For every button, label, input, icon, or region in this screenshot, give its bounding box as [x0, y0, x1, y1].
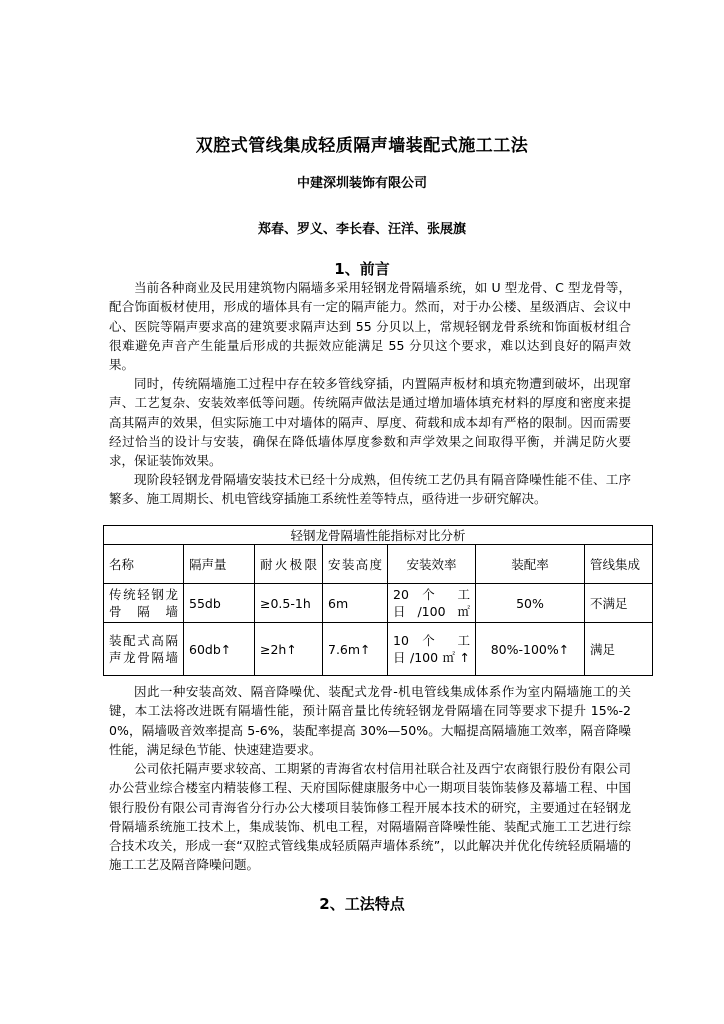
table-header-cell: 安装高度: [323, 545, 388, 584]
paragraph: 公司依托隔声要求较高、工期紧的青海省农村信用社联合社及西宁农商银行股份有限公司办公营业综合楼室内精装修工程、天府国际健康服务中心一期项目装饰装修及幕墙工程、中国银行股份有限公司青海省分行办公大楼项目装饰修工程开展本技术的研究，主要通过在轻钢龙骨隔墙系统施工技术上，集成装饰、机电工程，对隔墙隔音降噪性能、装配式施工工艺进行综合技术攻关，形成一套“双腔式管线集成轻质隔声墙体系统”，以此解决并优化传统轻质隔墙的施工工艺及隔音降噪问题。: [109, 761, 631, 873]
table-cell: ≥0.5-1h: [255, 584, 323, 623]
section-heading-preface: 1、前言: [334, 260, 390, 278]
table-cell: 55db: [184, 584, 255, 623]
table-row: [104, 623, 653, 676]
table-row: [104, 584, 653, 623]
table-header-cell: 安装效率: [388, 545, 476, 584]
author-list: 郑春、罗义、李长春、汪洋、张展旗: [257, 222, 466, 237]
table-cell: 10 个 工日/100㎡↑: [388, 623, 476, 676]
document-title: 双腔式管线集成轻质隔声墙装配式施工工法: [195, 136, 529, 156]
table-cell: 60db↑: [184, 623, 255, 676]
table-cell: 50%: [476, 584, 585, 623]
table-header-cell: 管线集成: [585, 545, 653, 584]
table-header-row: [104, 545, 653, 584]
table-cell: 20 个 工日/100㎡: [388, 584, 476, 623]
table-cell: 满足: [585, 623, 653, 676]
table-cell: ≥2h↑: [255, 623, 323, 676]
table-cell: 7.6m↑: [323, 623, 388, 676]
table-header-cell: 隔声量: [184, 545, 255, 584]
table-header-cell: 装配率: [476, 545, 585, 584]
paragraph: 因此一种安装高效、隔音降噪优、装配式龙骨-机电管线集成体系作为室内隔墙施工的关键，本工法将改进既有隔墙性能，预计隔音量比传统轻钢龙骨隔墙在同等要求下提升 15%-20%，隔墙吸音效率提高 5-6%，装配率提高 30%—50%。大幅提高隔墙施工效率，隔音降噪性能，满足绿色节能、快速建造要求。: [109, 684, 631, 757]
section-heading-features: 2、工法特点: [319, 895, 405, 913]
table-cell: 装配式高隔声龙骨隔墙: [104, 623, 184, 676]
table-cell: 传统轻钢龙骨隔墙: [104, 584, 184, 623]
paragraph: 现阶段轻钢龙骨隔墙安装技术已经十分成熟，但传统工艺仍具有隔音降噪性能不佳、工序繁多、施工周期长、机电管线穿插施工系统性差等特点，亟待进一步研究解决。: [109, 472, 631, 507]
paragraph: 同时，传统隔墙施工过程中存在较多管线穿插，内置隔声板材和填充物遭到破坏，出现窜声、工艺复杂、安装效率低等问题。传统隔声做法是通过增加墙体填充材料的厚度和密度来提高其隔声的效果，但实际施工中对墙体的隔声、厚度、荷载和成本却有严格的限制。因而需要经过恰当的设计与安装，确保在降低墙体厚度参数和声学效果之间取得平衡，并满足防火要求，保证装饰效果。: [109, 376, 631, 469]
table-header-cell: 耐火极限: [255, 545, 323, 584]
table-cell: 80%-100%↑: [476, 623, 585, 676]
company-name: 中建深圳装饰有限公司: [296, 176, 427, 191]
table-cell: 6m: [323, 584, 388, 623]
table-header-cell: 名称: [104, 545, 184, 584]
table-cell: 不满足: [585, 584, 653, 623]
table-caption: 轻钢龙骨隔墙性能指标对比分析: [104, 526, 653, 545]
paragraph: 当前各种商业及民用建筑物内隔墙多采用轻钢龙骨隔墙系统，如 U 型龙骨、C 型龙骨等，配合饰面板材使用，形成的墙体具有一定的隔声能力。然而，对于办公楼、星级酒店、会议中心、医院等隔声要求高的建筑要求隔声达到 55 分贝以上，常规轻钢龙骨系统和饰面板材组合很难避免声音产生能量后形成的共振效应能满足 55 分贝这个要求，难以达到良好的隔声效果。: [109, 280, 631, 373]
performance-comparison-table: [103, 525, 653, 676]
